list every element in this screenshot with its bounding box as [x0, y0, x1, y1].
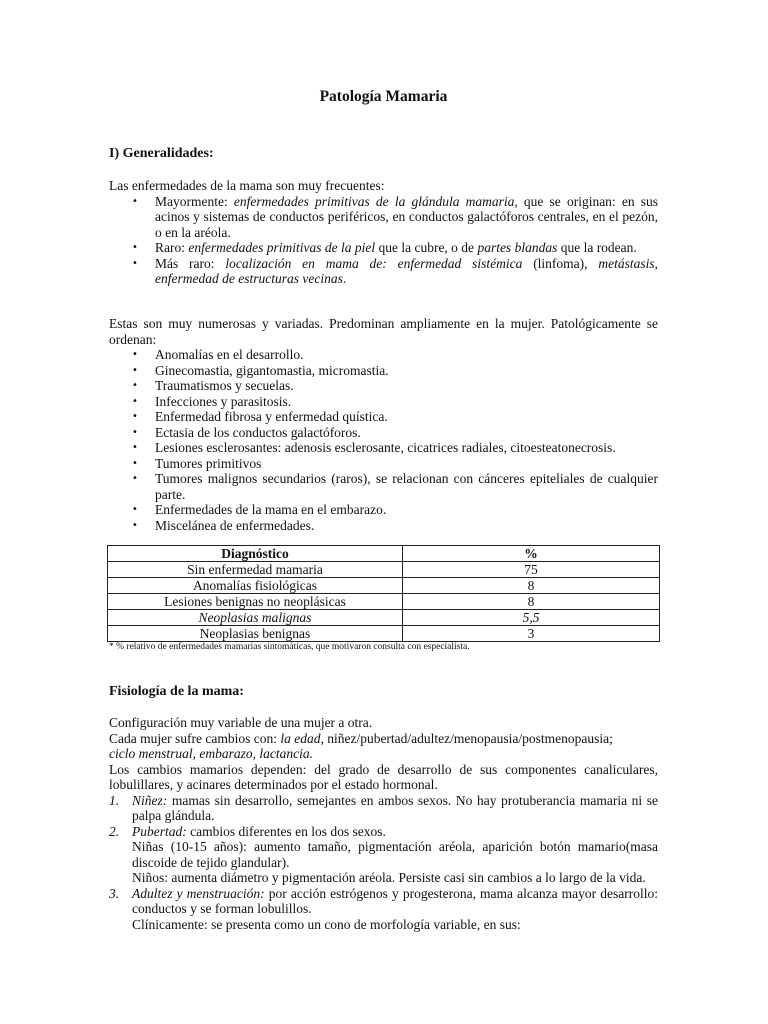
list-item: 2. Pubertad: cambios diferentes en los dos sexos. Niñas (10-15 años): aumento tamaño, pigmentación aréola, aparición botón mamario(masa discoide de tejido glandular). Niños: aumenta diámetro y pigmentación aréola. Persiste casi sin cambios a lo largo de la vida.: [109, 823, 658, 885]
diagnosis-table: [107, 545, 660, 642]
fisiologia-paragraph: ciclo menstrual, embarazo, lactancia.: [109, 746, 313, 761]
table-cell: 5,5: [403, 610, 660, 626]
list-item: • Ectasia de los conductos galactóforos.: [109, 425, 658, 441]
list-item: • Raro: enfermedades primitivas de la piel que la cubre, o de partes blandas que la rodean.: [109, 240, 658, 256]
classification-block: [109, 316, 658, 533]
table-cell: Anomalías fisiológicas: [108, 578, 403, 594]
list-item: 3. Adultez y menstruación: por acción estrógenos y progesterona, mama alcanza mayor desarrollo: conductos y se forman lobulillos. Clínicamente: se presenta como un cono de morfología variable, en sus:: [109, 885, 658, 932]
list-item: • Enfermedad fibrosa y enfermedad quística.: [109, 409, 658, 425]
sub-paragraph: Niños: aumenta diámetro y pigmentación aréola. Persiste casi sin cambios a lo largo de la vida.: [132, 870, 646, 885]
table-cell: Neoplasias benignas: [108, 626, 403, 642]
page-title: Patología Mamaria: [319, 88, 448, 105]
list-item: • Ginecomastia, gigantomastia, micromastia.: [109, 363, 658, 379]
fisiologia-paragraph: Configuración muy variable de una mujer a otra.: [109, 715, 373, 730]
fisiologia-paragraph: Los cambios mamarios dependen: del grado de desarrollo de sus componentes canaliculares, lobulillares, y acinares determinados por el estado hormonal.: [109, 761, 658, 792]
generalidades-body: [109, 178, 658, 287]
list-item: • Tumores primitivos: [109, 456, 658, 472]
fisiologia-body: [109, 715, 658, 932]
table-footnote: * % relativo de enfermedades mamarias sintomáticas, que motivaron consulta con especialista.: [109, 642, 470, 652]
table-cell: Sin enfermedad mamaria: [108, 562, 403, 578]
section-heading: I) Generalidades:: [109, 146, 214, 161]
table-header-row: [108, 546, 660, 562]
list-item: • Tumores malignos secundarios (raros), se relacionan con cánceres epiteliales de cualquier parte.: [109, 471, 658, 502]
bullet-list-classification: [109, 347, 658, 533]
list-item: • Anomalías en el desarrollo.: [109, 347, 658, 363]
table-row: [108, 626, 660, 642]
column-header-percent: %: [403, 546, 660, 562]
sub-paragraph: Niñas (10-15 años): aumento tamaño, pigmentación aréola, aparición botón mamario(masa discoide de tejido glandular).: [132, 839, 658, 870]
table-cell: Neoplasias malignas: [108, 610, 403, 626]
table-row: [108, 562, 660, 578]
table-row: [108, 610, 660, 626]
fisiologia-paragraph: Cada mujer sufre cambios con: la edad, niñez/pubertad/adultez/menopausia/postmenopausia;: [109, 730, 613, 746]
bullet-list-origins: [109, 194, 658, 287]
list-item: • Traumatismos y secuelas.: [109, 378, 658, 394]
list-item: • Más raro: localización en mama de: enfermedad sistémica (linfoma), metástasis, enfermedad de estructuras vecinas.: [109, 256, 658, 287]
table-row: [108, 594, 660, 610]
column-header-diagnostico: Diagnóstico: [108, 546, 403, 562]
table-cell: 8: [403, 594, 660, 610]
section-generalidades: [109, 146, 658, 162]
list-item: • Infecciones y parasitosis.: [109, 394, 658, 410]
sub-paragraph: Clínicamente: se presenta como un cono de morfología variable, en sus:: [132, 916, 521, 932]
list-item: • Enfermedades de la mama en el embarazo.: [109, 502, 658, 518]
diagnosis-table-block: [109, 545, 658, 653]
list-item: 1. Niñez: mamas sin desarrollo, semejantes en ambos sexos. No hay protuberancia mamaria ni se palpa glándula.: [109, 792, 658, 823]
list-item: • Miscelánea de enfermedades.: [109, 518, 658, 534]
classification-paragraph: Estas son muy numerosas y variadas. Predominan ampliamente en la mujer. Patológicamente se ordenan:: [109, 316, 658, 347]
intro-paragraph: Las enfermedades de la mama son muy frecuentes:: [109, 178, 385, 193]
list-item: • Lesiones esclerosantes: adenosis esclerosante, cicatrices radiales, citoesteatonecrosis.: [109, 440, 658, 456]
table-cell: 75: [403, 562, 660, 578]
section-fisiologia: [109, 684, 658, 700]
numbered-list-stages: [109, 793, 658, 933]
list-item: • Mayormente: enfermedades primitivas de la glándula mamaria, que se originan: en sus acinos y sistemas de conductos periféricos, en conductos galactóforos centrales, en el pezón, o en la aréola.: [109, 194, 658, 241]
section-heading: Fisiología de la mama:: [109, 684, 244, 699]
table-cell: 3: [403, 626, 660, 642]
table-cell: 8: [403, 578, 660, 594]
table-cell: Lesiones benignas no neoplásicas: [108, 594, 403, 610]
table-row: [108, 578, 660, 594]
